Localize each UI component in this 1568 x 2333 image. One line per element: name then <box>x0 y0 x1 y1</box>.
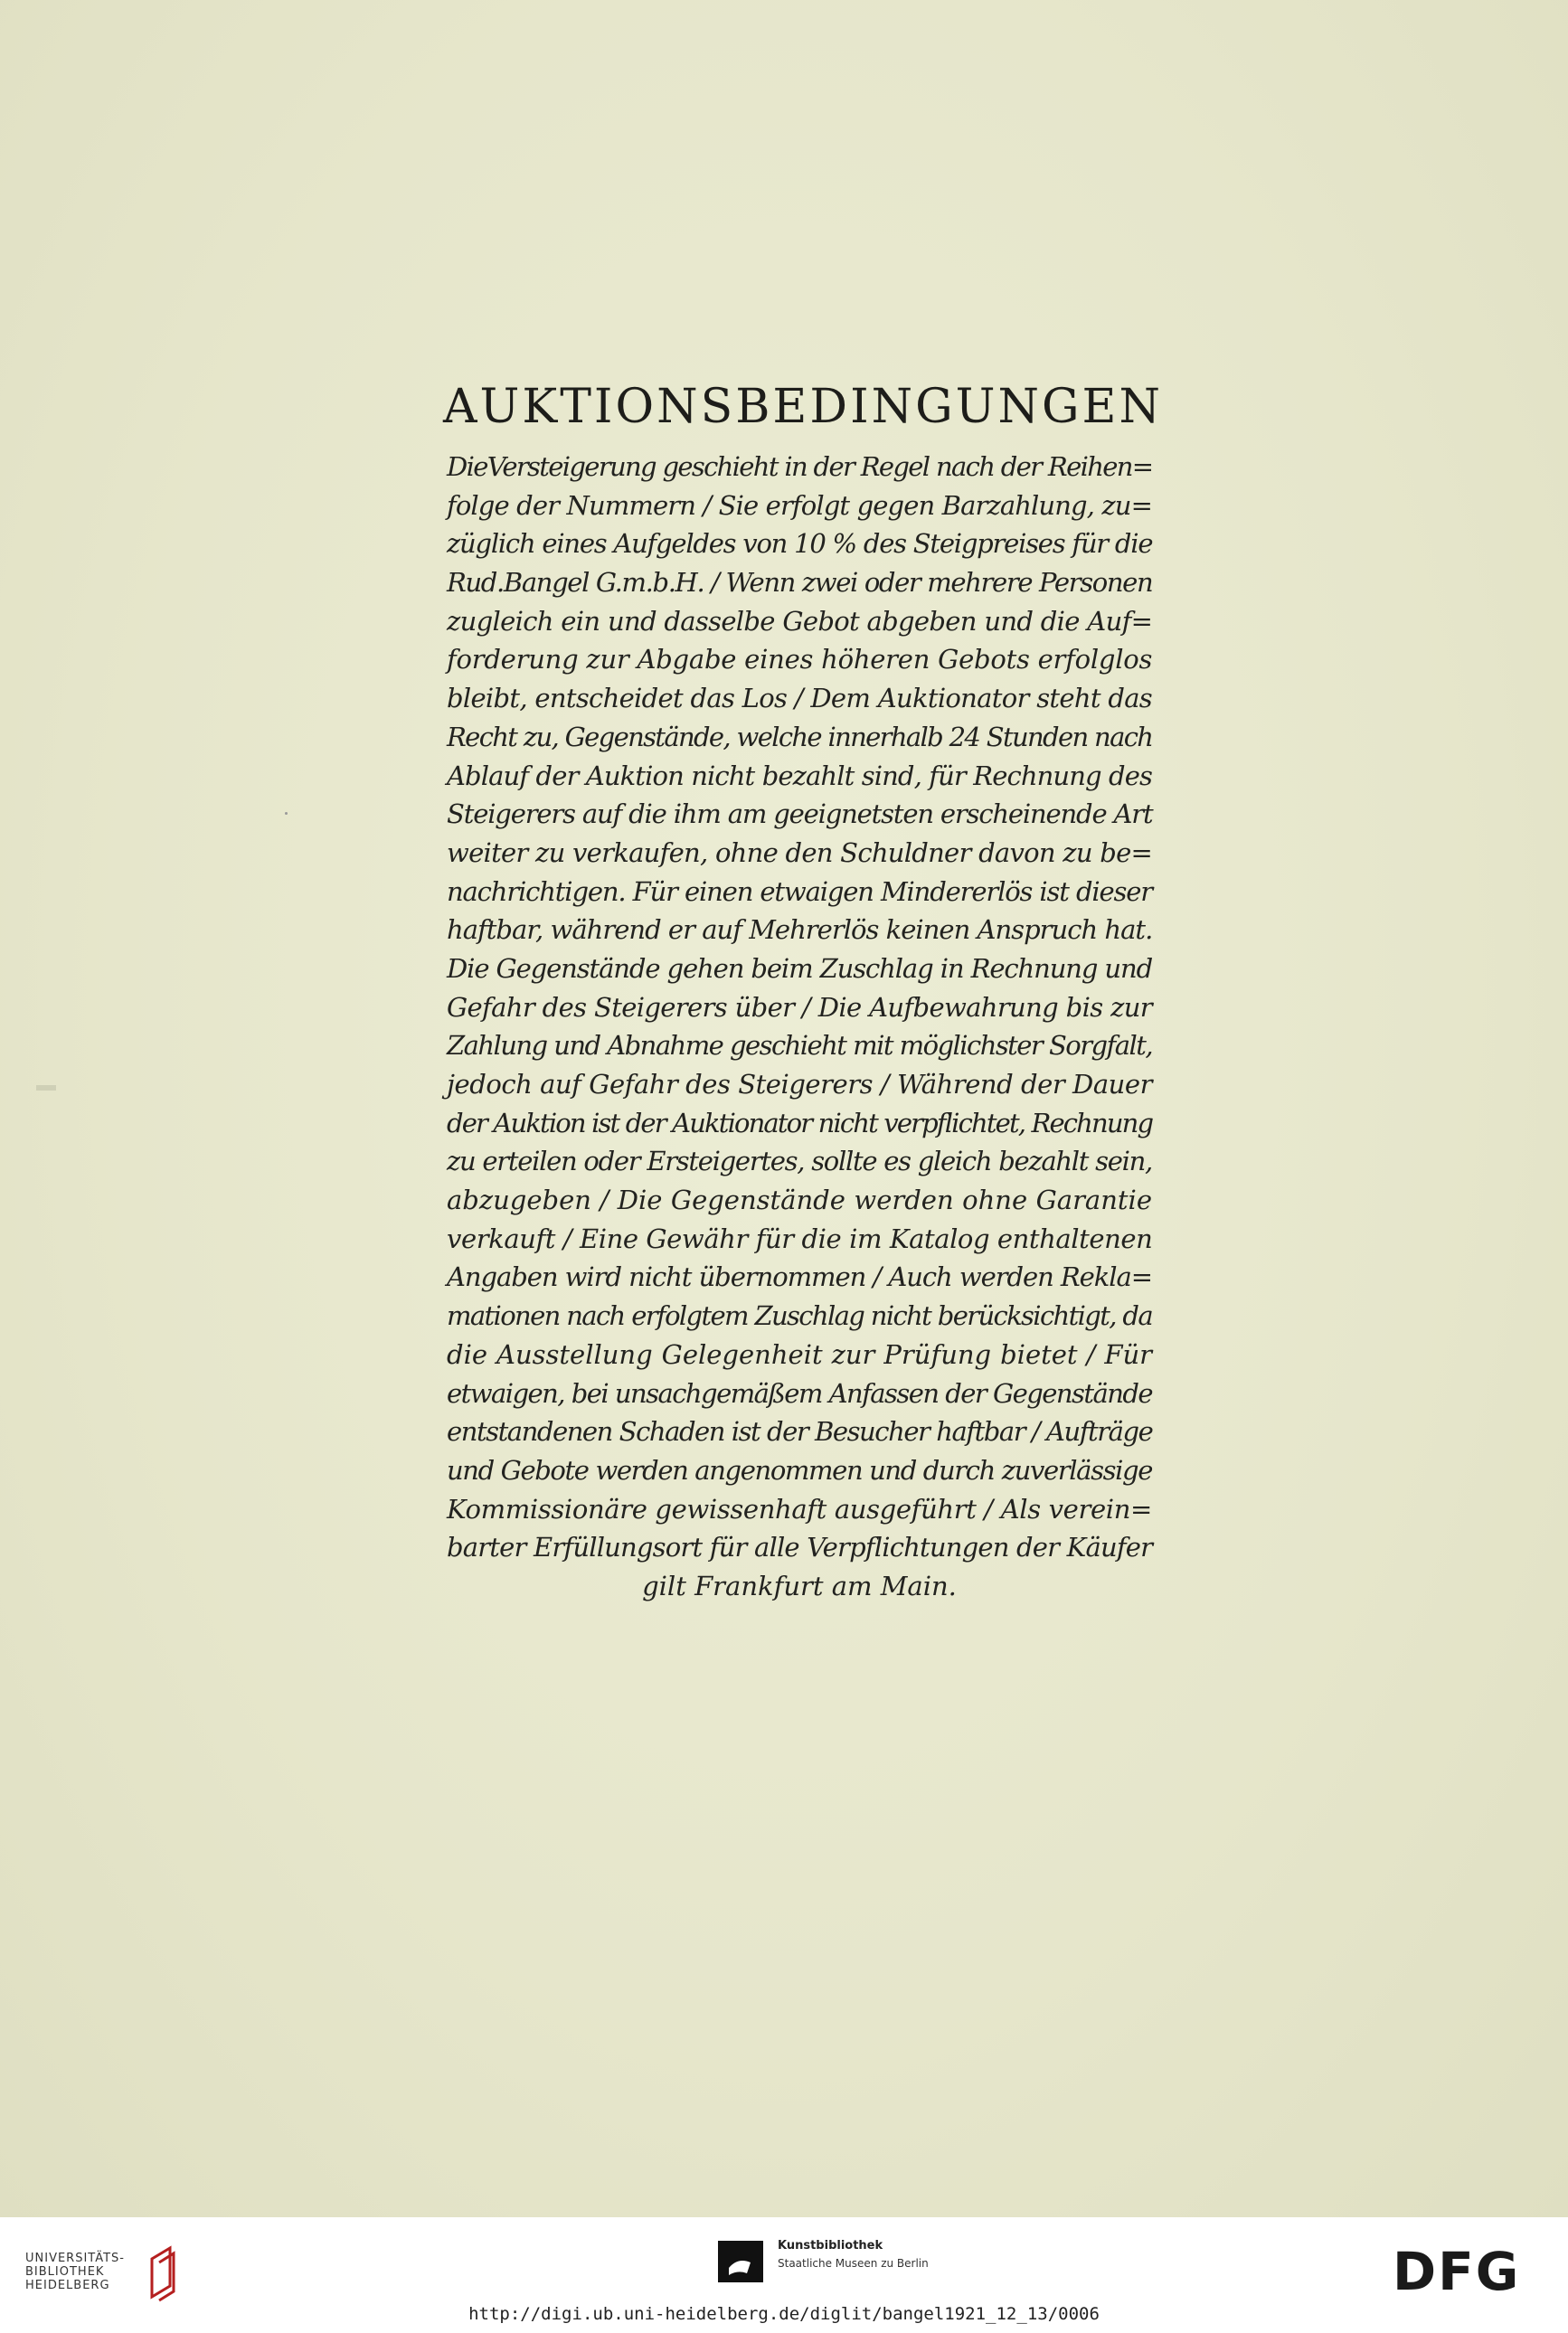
dfg-logo[interactable]: DFG <box>1393 2241 1521 2302</box>
text-line: die Ausstellung Gelegenheit zur Prüfung bietet / Für <box>447 1338 1152 1370</box>
text-line: zugleich ein und dasselbe Gebot abgeben und die Auf= <box>447 605 1153 637</box>
text-line: forderung zur Abgabe eines höheren Gebots erfolglos <box>447 644 1153 675</box>
conditions-text <box>447 448 1152 1606</box>
library-name-line: BIBLIOTHEK <box>25 2265 105 2279</box>
heidelberg-logo-icon <box>136 2241 190 2304</box>
text-line: Ablauf der Auktion nicht bezahlt sind, für Rechnung des <box>447 760 1152 791</box>
text-line: etwaigen, bei unsachgemäßem Anfassen der Gegenstände <box>447 1377 1152 1409</box>
scan-speck <box>285 812 288 815</box>
text-line: und Gebote werden angenommen und durch zuverlässige <box>447 1454 1152 1486</box>
text-line: Steigerers auf die ihm am geeignetsten erscheinende Art <box>447 798 1153 830</box>
heidelberg-library-logo[interactable] <box>25 2252 125 2292</box>
text-line: verkauft / Eine Gewähr für die im Katalog enthaltenen <box>447 1223 1153 1254</box>
text-line: weiter zu verkaufen, ohne den Schuldner davon zu be= <box>447 836 1153 868</box>
text-line: Rud.Bangel G.m.b.H. / Wenn zwei oder mehrere Personen <box>447 567 1153 599</box>
text-line: Die Gegenstände gehen beim Zuschlag in Rechnung und <box>447 952 1153 984</box>
kb-title: Kunstbibliothek <box>778 2239 883 2253</box>
scan-edge-mark <box>36 1085 56 1091</box>
text-line: nachrichtigen. Für einen etwaigen Mindererlös ist dieser <box>447 875 1152 907</box>
text-line: der Auktion ist der Auktionator nicht verpflichtet, Rechnung <box>447 1107 1153 1138</box>
text-line: zu erteilen oder Ersteigertes, sollte es gleich bezahlt sein, <box>447 1146 1152 1177</box>
text-line: folge der Nummern / Sie erfolgt gegen Barzahlung, zu= <box>447 489 1152 521</box>
page-title: AUKTIONSBEDINGUNGEN <box>443 380 1163 434</box>
text-line: Gefahr des Steigerers über / Die Aufbewahrung bis zur <box>447 991 1152 1023</box>
text-line: züglich eines Aufgeldes von 10 % des Steigpreises für die <box>447 528 1153 560</box>
text-line: DieVersteigerung geschieht in der Regel nach der Reihen= <box>447 451 1153 482</box>
text-line: Kommissionäre gewissenhaft ausgeführt / Als verein= <box>447 1493 1152 1525</box>
kb-subtitle: Staatliche Museen zu Berlin <box>778 2257 929 2270</box>
kunstbibliothek-logo-icon[interactable] <box>714 2237 769 2288</box>
library-name-line: UNIVERSITÄTS- <box>25 2252 125 2265</box>
text-line: entstandenen Schaden ist der Besucher haftbar / Aufträge <box>447 1416 1153 1448</box>
text-line: Angaben wird nicht übernommen / Auch werden Rekla= <box>447 1261 1152 1293</box>
page-url[interactable]: http://digi.ub.uni-heidelberg.de/diglit/bangel1921_12_13/0006 <box>468 2304 1100 2324</box>
text-line: haftbar, während er auf Mehrerlös keinen Anspruch hat. <box>447 914 1153 946</box>
text-line: Recht zu, Gegenstände, welche innerhalb 24 Stunden nach <box>447 721 1153 752</box>
text-line: barter Erfüllungsort für alle Verpflichtungen der Käufer <box>447 1532 1153 1563</box>
text-line: bleibt, entscheidet das Los / Dem Auktionator steht das <box>447 683 1152 714</box>
text-line: mationen nach erfolgtem Zuschlag nicht berücksichtigt, da <box>447 1300 1152 1332</box>
text-line: Zahlung und Abnahme geschieht mit möglichster Sorgfalt, <box>447 1030 1152 1062</box>
library-name-line: HEIDELBERG <box>25 2279 110 2292</box>
text-line: jedoch auf Gefahr des Steigerers / Während der Dauer <box>447 1069 1152 1100</box>
text-line: abzugeben / Die Gegenstände werden ohne Garantie <box>447 1185 1152 1216</box>
text-line: gilt Frankfurt am Main. <box>642 1570 957 1601</box>
